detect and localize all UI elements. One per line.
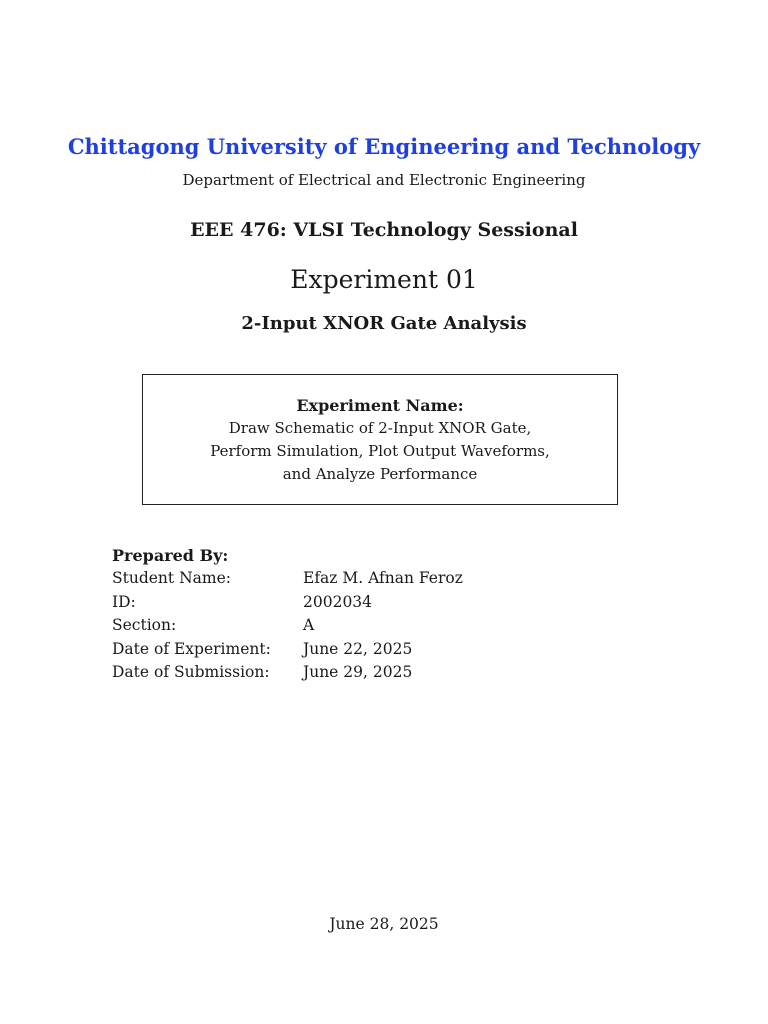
info-label: Date of Submission: — [112, 663, 270, 681]
experiment-topic: 2-Input XNOR Gate Analysis — [241, 313, 527, 334]
info-label: Student Name: — [112, 569, 231, 587]
experiment-name-line: and Analyze Performance — [282, 465, 478, 483]
prepared-by-section — [112, 544, 612, 685]
section-value: A — [303, 616, 315, 634]
info-row-student-name — [112, 567, 612, 591]
student-id-value: 2002034 — [303, 592, 373, 611]
experiment-name-line: Perform Simulation, Plot Output Waveforms, — [210, 442, 550, 460]
date-of-experiment-value: June 22, 2025 — [303, 639, 413, 658]
info-row-date-of-experiment — [112, 638, 612, 662]
department-name: Department of Electrical and Electronic Engineering — [182, 171, 586, 189]
footer-date: June 28, 2025 — [329, 915, 439, 933]
prepared-by-title: Prepared By: — [112, 546, 229, 565]
course-title: EEE 476: VLSI Technology Sessional — [190, 219, 578, 241]
date-of-submission-value: June 29, 2025 — [303, 663, 413, 681]
experiment-name-label: Experiment Name: — [296, 396, 464, 415]
experiment-number: Experiment 01 — [290, 265, 478, 294]
info-row-section — [112, 614, 612, 638]
info-label: Date of Experiment: — [112, 639, 271, 658]
info-label: Section: — [112, 616, 177, 634]
info-row-date-of-submission — [112, 661, 612, 685]
university-name: Chittagong University of Engineering and Technology — [67, 134, 701, 159]
info-row-id — [112, 591, 612, 615]
info-label: ID: — [112, 592, 136, 611]
experiment-name-line: Draw Schematic of 2-Input XNOR Gate, — [228, 419, 532, 437]
experiment-name-box — [142, 374, 618, 505]
student-name-value: Efaz M. Afnan Feroz — [303, 569, 463, 587]
